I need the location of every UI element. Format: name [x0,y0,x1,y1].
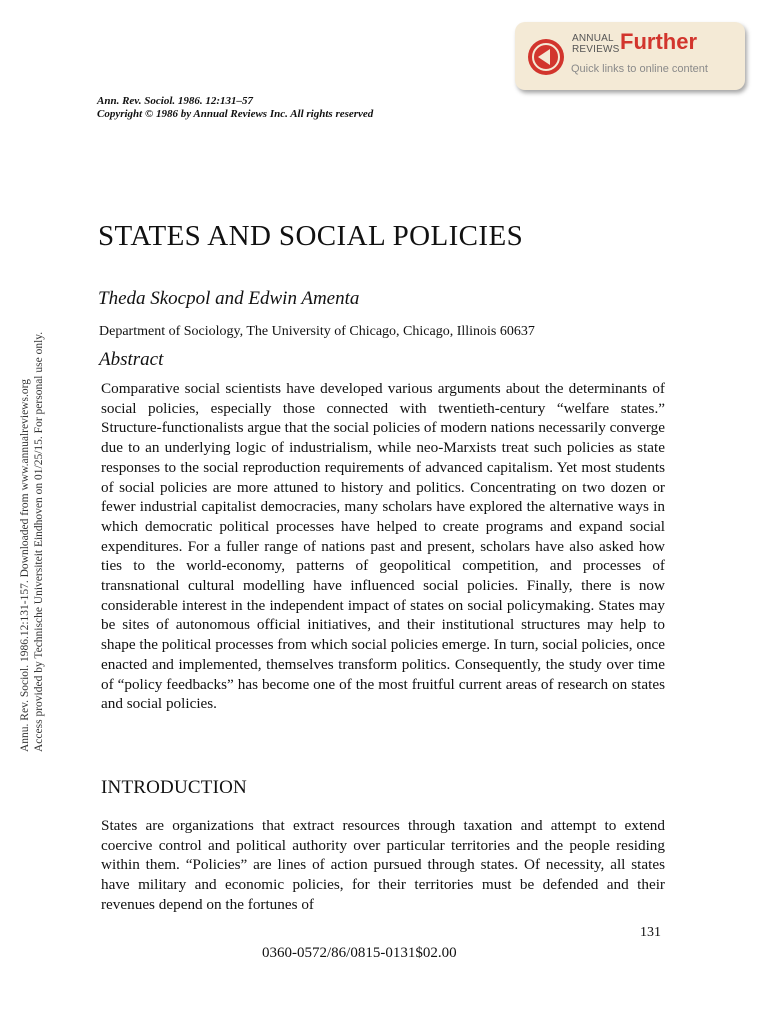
abstract-heading: Abstract [99,349,164,370]
banner-further-label: Further [620,29,697,54]
banner-annual-reviews-label [572,33,620,55]
download-side-note [18,332,46,752]
introduction-heading: INTRODUCTION [101,777,247,798]
banner-annual: ANNUAL [572,33,614,44]
banner-quick-links-label: Quick links to online content [571,63,708,75]
introduction-text: States are organizations that extract resources through taxation and attempt to extend coercive control and political authority over particular territories and the people residing within them. “Policies” are lines of action pursued through states. Of necessity, all states have military and economic policies, for their territories must be defended and their revenues depend on the fortunes of [101,817,665,913]
article-code: 0360-0572/86/0815-0131$02.00 [262,945,457,961]
abstract-text: Comparative social scientists have developed various arguments about the determinants of social policies, especially those connected with twentieth-century “welfare states.” Structure-functionalists argue that the social policies of modern nations necessarily converge due to an underlying logic of industrialism, while neo-Marxists treat such policies as state responses to the social reproduction requirements of advanced capitalism. Yet most students of social policies are more attuned to history and politics. Concentrating on two dozen or fewer industrial capitalist democracies, many scholars have explored the alternative ways in which democratic political processes have helped to create programs and expand social expenditures. For a fuller range of nations past and present, scholars have also asked how ties to the world-economy, patterns of geopolitical competition, and processes of transnational cultural modelling have influenced social policies. Finally, there is now considerable interest in the independent impact of states on social policymaking. States may be sites of autonomous official initiatives, and their institutional structures may help to shape the political processes from which social policies emerge. In turn, social policies, once enacted and implemented, themselves transform politics. Consequently, the study over time of “policy feedbacks” has become one of the most fruitful current areas of research on states and social policies. [101,380,666,713]
side-note-access: Access provided by Technische Universiteit Eindhoven on 01/25/15. For personal use only. [33,331,45,752]
banner-reviews: REVIEWS [572,44,620,55]
article-authors: Theda Skocpol and Edwin Amenta [98,288,360,309]
journal-header [97,95,373,121]
journal-citation: Ann. Rev. Sociol. 1986. 12:131–57 [97,95,254,107]
speaker-arrow-icon [526,37,566,77]
author-affiliation: Department of Sociology, The University of Chicago, Chicago, Illinois 60637 [99,324,535,339]
page-number: 131 [640,925,661,940]
side-note-citation: Annu. Rev. Sociol. 1986.12:131-157. Downloaded from www.annualreviews.org [19,379,31,752]
annual-reviews-further-banner[interactable] [515,22,745,90]
article-title: STATES AND SOCIAL POLICIES [98,220,524,252]
journal-copyright: Copyright © 1986 by Annual Reviews Inc. All rights reserved [97,108,374,120]
